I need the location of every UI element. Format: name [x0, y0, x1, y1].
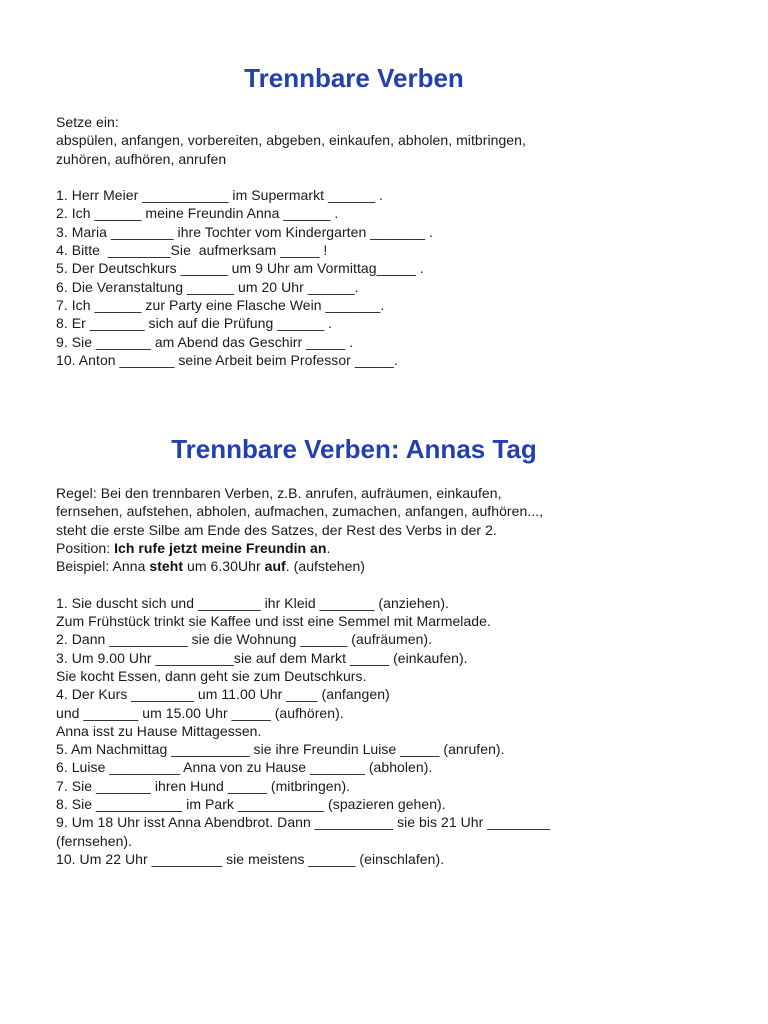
- exercise-line: 1. Sie duscht sich und ________ ihr Kleid _______ (anziehen).: [56, 594, 449, 611]
- position-end: .: [326, 539, 331, 556]
- exercise-line: 4. Der Kurs ________ um 11.00 Uhr ____ (anfangen): [56, 686, 390, 703]
- section2-title: Trennbare Verben: Annas Tag: [171, 434, 537, 464]
- position-example: Ich rufe jetzt meine Freundin an: [114, 539, 327, 556]
- exercise-line: 8. Sie ___________ im Park ___________ (spazieren gehen).: [56, 796, 446, 813]
- example-suffix: . (aufstehen): [285, 558, 366, 575]
- exercise-line: 5. Am Nachmittag __________ sie ihre Freundin Luise _____ (anrufen).: [56, 741, 505, 758]
- rule-line: steht die erste Silbe am Ende des Satzes, der Rest des Verbs in der 2.: [56, 521, 497, 538]
- rule-position-line: [56, 539, 706, 557]
- position-label: Position:: [56, 539, 115, 556]
- exercise-line: 9. Um 18 Uhr isst Anna Abendbrot. Dann __________ sie bis 21 Uhr ________: [56, 814, 550, 831]
- exercise-line: 6. Luise _________ Anna von zu Hause _______ (abholen).: [56, 759, 433, 776]
- exercise-line: 2. Dann __________ sie die Wohnung ______ (aufräumen).: [56, 631, 433, 648]
- exercise-item: 4. Bitte ________Sie aufmerksam _____ !: [56, 242, 328, 259]
- intro-line: zuhören, aufhören, anrufen: [56, 150, 227, 167]
- exercise-line: Sie kocht Essen, dann geht sie zum Deutschkurs.: [56, 667, 367, 684]
- example-line: [56, 557, 706, 575]
- example-middle: um 6.30Uhr: [183, 558, 265, 575]
- exercise-item: 10. Anton _______ seine Arbeit beim Professor _____.: [56, 351, 398, 368]
- section1-body: [56, 113, 706, 369]
- exercise-line: Anna isst zu Hause Mittagessen.: [56, 722, 262, 739]
- exercise-item: 7. Ich ______ zur Party eine Flasche Wein _______.: [56, 296, 385, 313]
- rule-line: Regel: Bei den trennbaren Verben, z.B. anrufen, aufräumen, einkaufen,: [56, 485, 502, 501]
- exercise-item: 8. Er _______ sich auf die Prüfung ______ .: [56, 315, 333, 332]
- rule-line: fernsehen, aufstehen, abholen, aufmachen, zumachen, anfangen, aufhören...,: [56, 503, 544, 520]
- intro-line: abspülen, anfangen, vorbereiten, abgeben, einkaufen, abholen, mitbringen,: [56, 132, 526, 149]
- exercise-item: 6. Die Veranstaltung ______ um 20 Uhr ______.: [56, 278, 359, 295]
- exercise-line: 7. Sie _______ ihren Hund _____ (mitbringen).: [56, 777, 351, 794]
- exercise-line: Zum Frühstück trinkt sie Kaffee und isst eine Semmel mit Marmelade.: [56, 613, 491, 630]
- section2-body: [56, 484, 706, 868]
- exercise-item: 9. Sie _______ am Abend das Geschirr _____ .: [56, 333, 354, 350]
- intro-line: Setze ein:: [56, 114, 119, 130]
- exercise-line: und _______ um 15.00 Uhr _____ (aufhören).: [56, 704, 344, 721]
- exercise-line: 10. Um 22 Uhr _________ sie meistens ______ (einschlafen).: [56, 850, 445, 867]
- exercise-line: 3. Um 9.00 Uhr __________sie auf dem Markt _____ (einkaufen).: [56, 649, 468, 666]
- example-auf: auf: [264, 558, 286, 575]
- example-steht: steht: [149, 558, 184, 575]
- exercise-item: 2. Ich ______ meine Freundin Anna ______ .: [56, 205, 339, 222]
- exercise-line: (fernsehen).: [56, 832, 133, 849]
- example-prefix: Beispiel: Anna: [56, 558, 150, 575]
- section1-title: Trennbare Verben: [244, 63, 464, 93]
- exercise-item: 3. Maria ________ ihre Tochter vom Kindergarten _______ .: [56, 223, 433, 240]
- exercise-item: 5. Der Deutschkurs ______ um 9 Uhr am Vormittag_____ .: [56, 260, 424, 277]
- exercise-item: 1. Herr Meier ___________ im Supermarkt ______ .: [56, 187, 383, 204]
